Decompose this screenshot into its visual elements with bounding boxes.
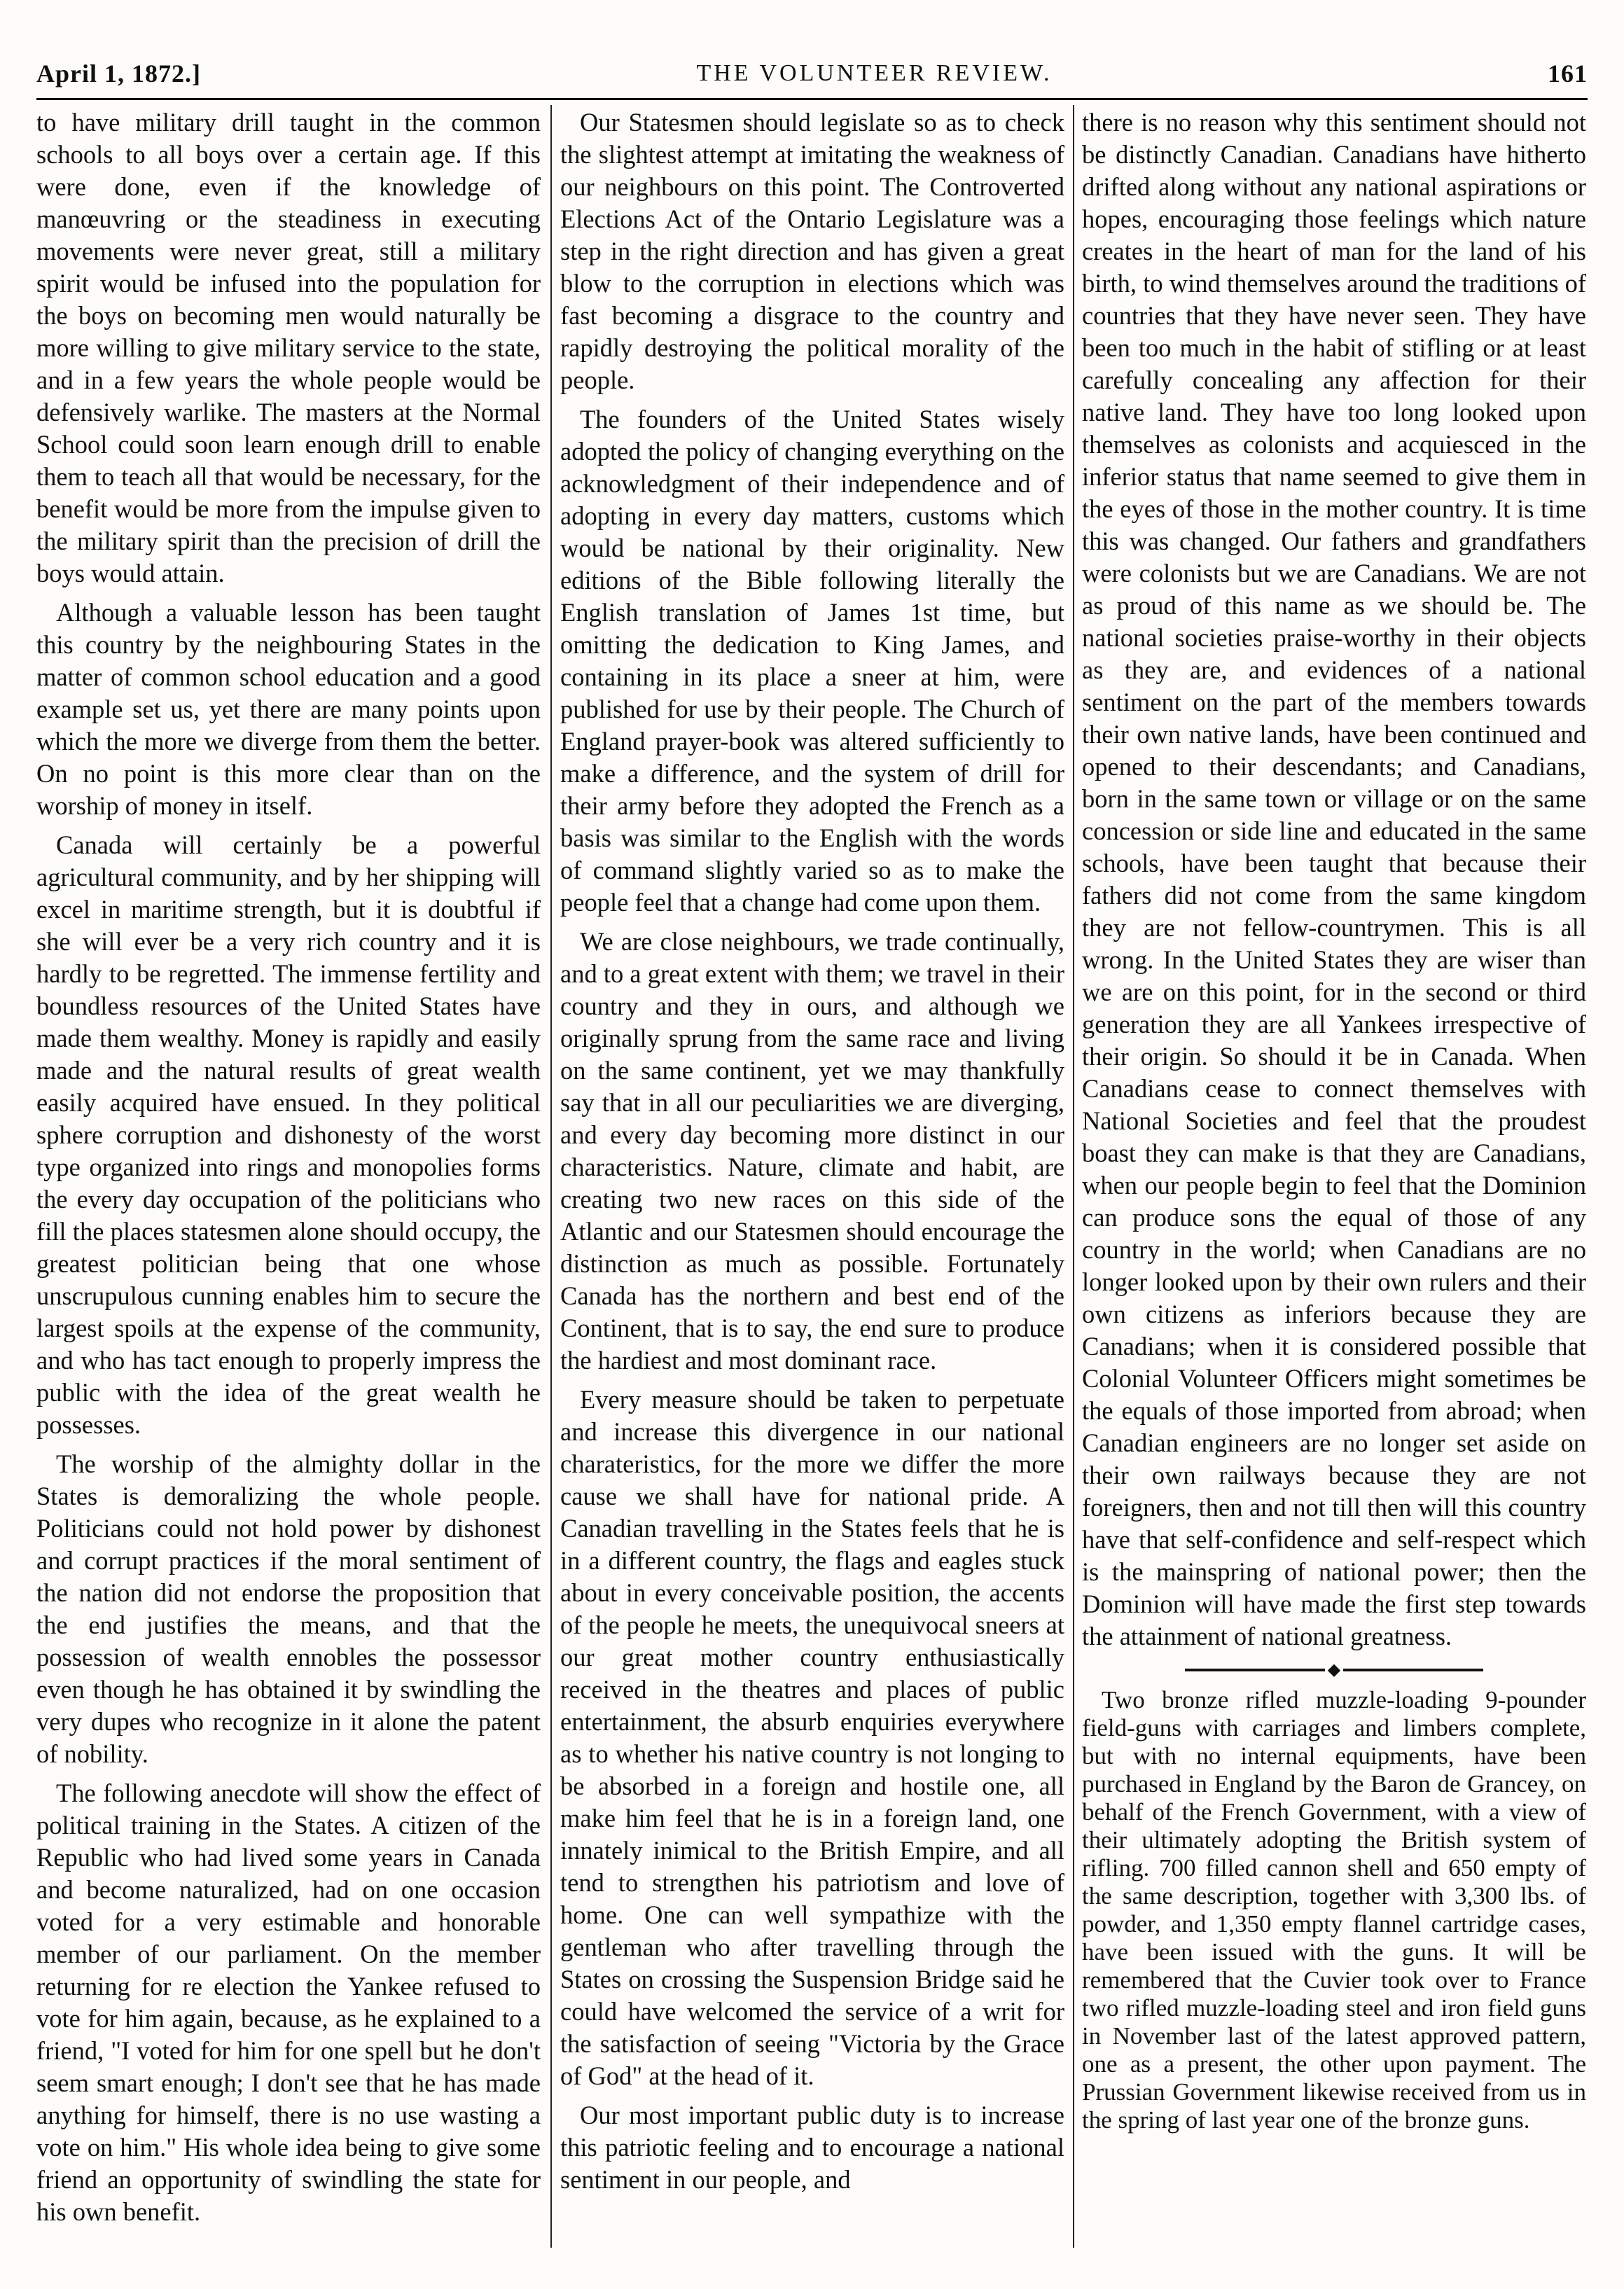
- issue-date: April 1, 1872.]: [36, 60, 201, 88]
- paragraph: Our Statesmen should legislate so as to check the slightest attempt at imitating the weakness of our neighbours on this point. The Controverted Elections Act of the Ontario Legislature was a step in the right direction and has given a great blow to the corruption in elections which was fast becoming a disgrace to the country and rapidly destroying the political morality of the people.: [560, 108, 1064, 394]
- paragraph: to have military drill taught in the common schools to all boys over a certain age. If this were done, even if the knowledge of manœuvring or the steadiness in executing movements were never great, still a military spirit would be infused into the population for the boys on becoming men would naturally be more willing to give military service to the state, and in a few years the whole people would be defensively warlike. The masters at the Normal School could soon learn enough drill to enable them to teach all that would be necessary, for the benefit would be more from the impulse given to the military spirit than the precision of drill the boys would attain.: [36, 108, 541, 587]
- column-divider: [1073, 105, 1074, 2248]
- column-3: [1082, 106, 1586, 2141]
- column-divider: [550, 105, 552, 2248]
- paragraph: The worship of the almighty dollar in the States is demoralizing the whole people. Politicians could not hold power by dishonest and corrupt practices if the moral sentiment of the nation did not endorse the proposition that the end justifies the means, and that the possession of wealth ennobles the possessor even though he has obtained it by swindling the very dupes who recognize in it alone the patent of nobility.: [36, 1449, 541, 1768]
- paragraph: Although a valuable lesson has been taught this country by the neighbouring States in the matter of common school education and a good example set us, yet there are many points upon which the more we diverge from them the better. On no point is this more clear than on the worship of money in itself.: [36, 598, 541, 820]
- paragraph: Every measure should be taken to perpetuate and increase this divergence in our national charateristics, for the more we differ the more cause we shall have for national pride. A Canadian travelling in the States feels that he is in a different country, the flags and eagles stuck about in every conceivable position, the accents of the people he meets, the unequivocal sneers at our great mother country enthusiastically received in the theatres and places of public entertainment, the absurb enquiries everywhere as to whether his native country is not longing to be absorbed in a foreign and hostile one, all make him feel that he is in a foreign land, one innately inimical to the British Empire, and all tend to strengthen his patriotism and love of home. One can well sympathize with the gentleman who after travelling through the States on crossing the Suspension Bridge said he could have welcomed the service of a writ for the satisfaction of seeing "Victoria by the Grace of God" at the head of it.: [560, 1385, 1064, 2090]
- page-header: [36, 49, 1588, 98]
- publication-title: THE VOLUNTEER REVIEW.: [696, 60, 1053, 86]
- paragraph: Our most important public duty is to increase this patriotic feeling and to encourage a national sentiment in our people, and: [560, 2101, 1064, 2194]
- paragraph: The following anecdote will show the effect of political training in the States. A citizen of the Republic who had lived some years in Canada and become naturalized, had on one occasion voted for a very estimable and honorable member of our parliament. On the member returning for re election the Yankee refused to vote for him again, because, as he explained to a friend, "I voted for him for one spell but he don't seem smart enough; I don't see that he has made anything for himself, there is no use wasting a vote on him." His whole idea being to give some friend an opportunity of swindling the state for his own benefit.: [36, 1779, 541, 2226]
- page-number: 161: [1547, 60, 1588, 88]
- paragraph: The founders of the United States wisely adopted the policy of changing everything on the acknowledgment of their independence and of adopting in every day matters, customs which would be national by their originality. New editions of the Bible following literally the English translation of James 1st time, but omitting the dedication to King James, and containing in its place a sneer at him, were published for use by their people. The Church of England prayer-book was altered sufficiently to make a difference, and the system of drill for their army before they adopted the French as a basis was similar to the English with the words of command slightly varied so as to make the people feel that a change had come upon them.: [560, 405, 1064, 917]
- paragraph: Canada will certainly be a powerful agricultural community, and by her shipping will excel in maritime strength, but it is doubtful if she will ever be a very rich country and it is hardly to be regretted. The immense fertility and boundless resources of the United States have made them wealthy. Money is rapidly and easily made and the natural results of great wealth easily acquired have ensued. In they political sphere corruption and dishonesty of the worst type organized into rings and monopolies forms the every day occupation of the politicians who fill the places statesmen alone should occupy, the greatest politician being that one whose unscrupulous cunning enables him to secure the largest spoils at the expense of the community, and who has tact enough to properly impress the public with the idea of the great wealth he possesses.: [36, 830, 541, 1439]
- header-rule: [36, 98, 1588, 100]
- section-separator: ◆: [1082, 1660, 1586, 1681]
- column-2: [560, 106, 1064, 2203]
- paragraph: We are close neighbours, we trade continually, and to a great extent with them; we travel in their country and they in ours, and although we originally sprung from the same race and living on the same continent, yet we may thankfully say that in all our peculiarities we are diverging, and every day becoming more distinct in our characteristics. Nature, climate and habit, are creating two new races on this side of the Atlantic and our Statesmen should encourage the distinction as much as possible. Fortunately Canada has the northern and best end of the Continent, that is to say, the end sure to produce the hardiest and most dominant race.: [560, 927, 1064, 1375]
- paragraph: there is no reason why this sentiment should not be distinctly Canadian. Canadians have hitherto drifted along without any national aspirations or hopes, encouraging those feelings which nature creates in the heart of man for the land of his birth, to wind themselves around the traditions of countries that they have never seen. They have been too much in the habit of stifling or at least carefully concealing any affection for their native land. They have too long looked upon themselves as colonists and acquiesced in the inferior status that name seemed to give them in the eyes of those in the mother country. It is time this was changed. Our fathers and grandfathers were colonists but we are Canadians. We are not as proud of this name as we should be. The national societies praise-worthy in their objects as they are, and evidences of a national sentiment on the part of the members towards their own native lands, have been continued and opened to their descendants; and Canadians, born in the same town or village or on the same concession or side line and educated in the same schools, have been taught that because their fathers did not come from the same kingdom they are not fellow-countrymen. This is all wrong. In the United States they are wiser than we are on this point, for in the second or third generation they are all Yankees irrespective of their origin. So should it be in Canada. When Canadians cease to connect themselves with National Societies and feel that the proudest boast they can make is that they are Canadians, when our people begin to feel that the Dominion can produce sons the equal of those of any country in the world; when Canadians are no longer looked upon by their own rulers and their own citizens as inferiors because they are Canadians; when it is considered possible that Colonial Volunteer Officers might sometimes be the equals of those imported from abroad; when Canadian engineers are no longer set aside on their own railways because they are not foreigners, then and not till then will this country have that self-confidence and self-respect which is the mainspring of national power; then the Dominion will have made the first step towards the attainment of national greatness.: [1082, 108, 1586, 1650]
- column-1: [36, 106, 541, 2235]
- news-note: Two bronze rifled muzzle-loading 9-pounder field-guns with carriages and limbers complete, but with no internal equipments, have been purchased in England by the Baron de Grancey, on behalf of the French Government, with a view of their ultimately adopting the British system of rifling. 700 filled cannon shell and 650 empty of the same description, together with 3,300 lbs. of powder, and 1,350 empty flannel cartridge cases, have been issued with the guns. It will be remembered that the Cuvier took over to France two rifled muzzle-loading steel and iron field guns in November last of the latest approved pattern, one as a present, the other upon payment. The Prussian Government likewise received from us in the spring of last year one of the bronze guns.: [1082, 1686, 1586, 2134]
